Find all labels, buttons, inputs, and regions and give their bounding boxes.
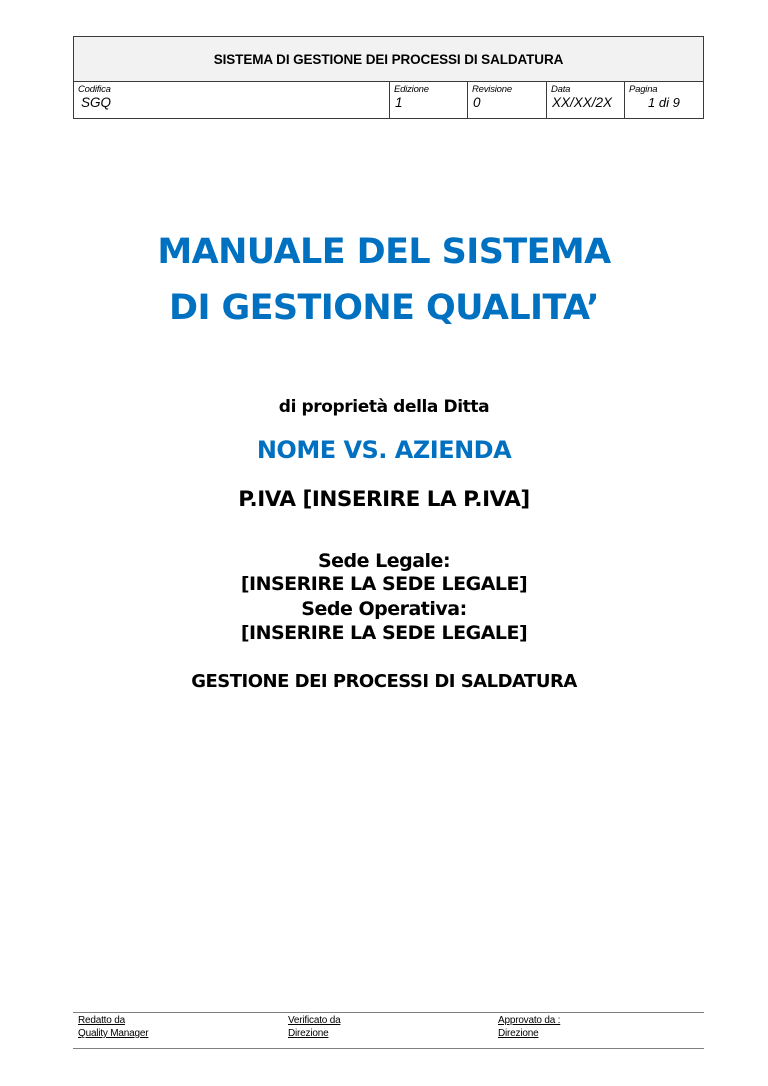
header-cell-pagina [625,82,703,118]
header-cell-edizione [390,82,468,118]
data-value: XX/XX/2X [552,95,613,110]
edizione-label: Edizione [394,84,429,95]
footer-top-divider [73,1012,704,1013]
owner-intro: di proprietà della Ditta [278,397,490,417]
operative-seat-label: Sede Operativa: [301,598,467,620]
verified-label: Verificato da [288,1015,341,1026]
header-cell-data [547,82,625,118]
footer-drafted-by [78,1014,148,1040]
company-name: NOME VS. AZIENDA [256,436,512,464]
footer-bottom-divider [73,1048,704,1049]
footer-approved-by [498,1014,560,1040]
footer-verified-by [288,1014,340,1040]
document-header-table [73,36,704,119]
vat-number: P.IVA [INSERIRE LA P.IVA] [238,487,530,512]
edizione-value: 1 [395,95,403,110]
document-subject: GESTIONE DEI PROCESSI DI SALDATURA [191,671,577,692]
pagina-value: 1 di 9 [648,95,680,110]
header-title: SISTEMA DI GESTIONE DEI PROCESSI DI SALDATURA [213,51,564,67]
verified-value: Direzione [288,1028,329,1039]
legal-seat-label: Sede Legale: [317,550,451,572]
approved-label: Approvato da : [498,1015,561,1026]
drafted-value: Quality Manager [78,1028,149,1039]
revisione-label: Revisione [472,84,512,95]
revisione-value: 0 [473,95,481,110]
operative-seat-value: [INSERIRE LA SEDE LEGALE] [240,622,528,644]
data-label: Data [551,84,571,95]
approved-value: Direzione [498,1028,539,1039]
pagina-label: Pagina [629,84,658,95]
header-title-row [74,37,703,82]
manual-title-line-1: MANUALE DEL SISTEMA [157,232,611,272]
manual-title-line-2: DI GESTIONE QUALITA’ [169,288,599,328]
header-meta-row [74,82,703,118]
drafted-label: Redatto da [78,1015,125,1026]
legal-seat-value: [INSERIRE LA SEDE LEGALE] [240,573,528,595]
header-cell-codifica [74,82,390,118]
header-cell-revisione [468,82,547,118]
codifica-value: SGQ [81,95,112,110]
codifica-label: Codifica [78,84,111,95]
